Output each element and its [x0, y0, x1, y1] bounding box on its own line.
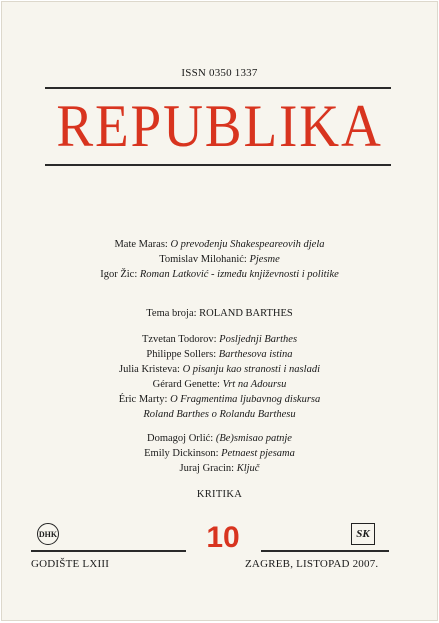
entry-work: Posljednji Barthes [219, 334, 298, 345]
entry-work: Vrt na Adoursu [222, 379, 287, 390]
contents-entry [1, 347, 438, 362]
entry-work: Pjesme [249, 254, 280, 265]
magazine-title: REPUBLIKA [56, 93, 383, 159]
entry-work: Ključ [236, 463, 260, 474]
entry-author: Emily Dickinson: [144, 448, 219, 459]
entry-work: O Fragmentima ljubavnog diskursa [170, 394, 321, 405]
contents-entry [1, 332, 438, 347]
entry-work: (Be)smisao patnje [215, 433, 292, 444]
issn: ISSN 0350 1337 [181, 67, 258, 79]
entry-work: Barthesova istina [218, 349, 293, 360]
magazine-cover [1, 1, 438, 621]
contents-group-4 [1, 431, 438, 476]
entry-author: Tomislav Milohanić: [159, 254, 247, 265]
entry-author: Éric Marty: [118, 394, 168, 405]
masthead-rule-bottom [45, 164, 391, 166]
theme-value: ROLAND BARTHES [199, 308, 293, 319]
entry-work: Petnaest pjesama [221, 448, 295, 459]
dhk-logo-icon: DHK [37, 523, 59, 545]
masthead-rule-top [45, 87, 391, 89]
entry-author: Mate Maras: [114, 239, 168, 250]
contents-entry [1, 407, 438, 422]
sk-logo-icon: SK [351, 523, 375, 545]
contents-entry [1, 431, 438, 446]
footer-rule-left [31, 550, 186, 552]
entry-work: O prevođenju Shakespeareovih djela [170, 239, 325, 250]
entry-author: Julia Kristeva: [119, 364, 180, 375]
contents-entry [1, 237, 438, 252]
entry-author: Domagoj Orlić: [147, 433, 214, 444]
entry-author: Juraj Gracin: [179, 463, 235, 474]
contents-entry [1, 377, 438, 392]
contents-entry [1, 446, 438, 461]
place-date: ZAGREB, LISTOPAD 2007. [245, 558, 379, 570]
entry-author: Tzvetan Todorov: [141, 334, 217, 345]
footer-rule-right [261, 550, 389, 552]
theme-line [1, 306, 438, 321]
contents-entry [1, 362, 438, 377]
entry-author: Philippe Sollers: [146, 349, 217, 360]
entry-author: Igor Žic: [100, 269, 138, 280]
section-kritika: KRITIKA [196, 489, 243, 500]
entry-work: Roland Barthes o Rolandu Barthesu [143, 409, 296, 420]
contents-entry [1, 392, 438, 407]
entry-work: O pisanju kao stranosti i nasladi [182, 364, 320, 375]
contents-entry [1, 461, 438, 476]
contents-group-1 [1, 237, 438, 282]
volume-label: GODIŠTE LXIII [31, 558, 110, 570]
contents-entry [1, 267, 438, 282]
entry-author: Gérard Genette: [152, 379, 220, 390]
issue-number: 10 [206, 521, 240, 554]
entry-work: Roman Latković - između književnosti i politike [139, 269, 339, 280]
theme-label: Tema broja: [146, 308, 197, 319]
contents-entry [1, 252, 438, 267]
contents-group-theme [1, 332, 438, 422]
